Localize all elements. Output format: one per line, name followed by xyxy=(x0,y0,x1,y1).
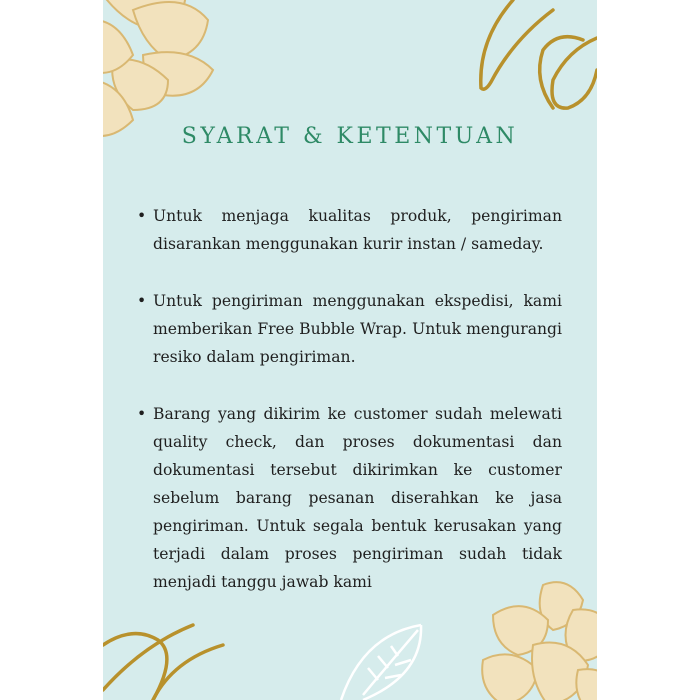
bullet-icon: • xyxy=(137,405,147,423)
term-text: Untuk pengiriman menggunakan ekspedisi, kami memberikan Free Bubble Wrap. Untuk mengurangi resiko dalam pengiriman. xyxy=(153,292,562,366)
bullet-icon: • xyxy=(137,292,147,310)
page-title: SYARAT & KETENTUAN xyxy=(181,124,519,149)
list-item xyxy=(137,202,562,258)
gold-swirl-top-right-icon xyxy=(473,0,597,120)
white-leaf-bottom-icon xyxy=(333,620,433,700)
terms-list xyxy=(137,202,562,625)
list-item xyxy=(137,400,562,596)
term-text: Untuk menjaga kualitas produk, pengiriman disarankan menggunakan kurir instan / sameday. xyxy=(153,207,562,253)
terms-card xyxy=(103,0,597,700)
list-item xyxy=(137,287,562,371)
bullet-icon: • xyxy=(137,207,147,225)
term-text: Barang yang dikirim ke customer sudah melewati quality check, dan proses dokumentasi dan dokumentasi tersebut dikirimkan ke customer sebelum barang pesanan diserahkan ke jasa pengiriman. Untuk segala bentuk kerusakan yang terjadi dalam proses pengiriman sudah tidak menjadi tanggu jawab kami xyxy=(153,405,562,591)
